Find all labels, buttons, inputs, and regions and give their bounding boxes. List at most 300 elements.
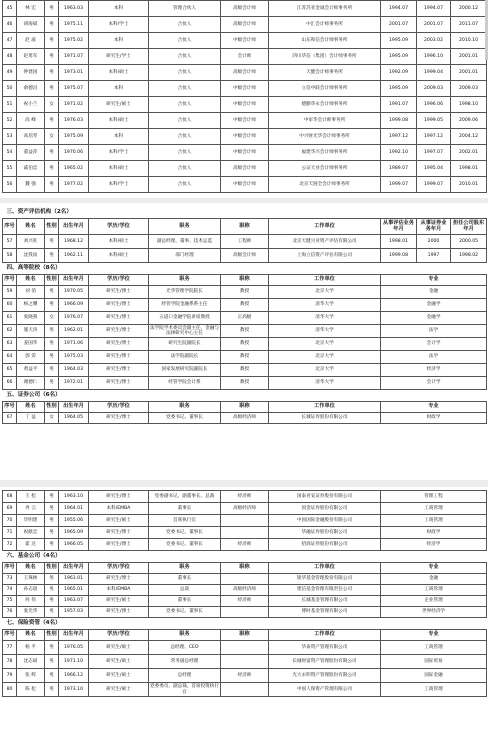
table-cell: 1976.05 <box>59 641 89 655</box>
table-cell: 80 <box>3 683 17 697</box>
table-cell: 1964.03 <box>59 364 89 377</box>
table-cell: 国际金融 <box>381 669 487 683</box>
table-cell: 1999.07 <box>381 177 417 193</box>
table-cell: 研究生/博士 <box>89 325 149 338</box>
table-cell <box>221 515 269 527</box>
table-cell: 男 <box>45 527 59 539</box>
table-cell: 高级经济师 <box>221 585 269 596</box>
table-cell: 沈志斌 <box>17 655 45 669</box>
column-header: 职称 <box>221 402 269 413</box>
table-cell: 本科 <box>89 1 149 17</box>
table-cell: 1975.11 <box>59 17 89 33</box>
table-row <box>3 351 487 364</box>
table-cell: 北京天圆全会计师事务所 <box>269 177 381 193</box>
column-header: 职称 <box>221 563 269 574</box>
table-cell: 合伙人 <box>149 161 221 177</box>
securities-table-body-bottom <box>3 491 487 551</box>
table-row <box>3 655 487 669</box>
column-header: 专业 <box>381 402 487 413</box>
table-cell: 沈我雨 <box>17 249 45 263</box>
table-cell: 1975.09 <box>59 129 89 145</box>
table-cell: 男 <box>45 596 59 607</box>
table-cell: 男 <box>45 351 59 364</box>
table-cell: 部门经理 <box>149 249 221 263</box>
table-cell: 会计学 <box>381 338 487 351</box>
table-cell <box>221 683 269 697</box>
table-cell: 教授 <box>221 364 269 377</box>
table-cell: 研究生/博士 <box>89 338 149 351</box>
table-cell: 上海立信资产评估有限公司 <box>269 249 381 263</box>
table-cell: 教授 <box>221 338 269 351</box>
table-cell: 1998.10 <box>451 97 487 113</box>
table-cell: 71 <box>3 527 17 539</box>
table-cell: 男 <box>45 491 59 503</box>
table-cell: 男 <box>45 286 59 299</box>
table-cell: 男 <box>45 235 59 249</box>
table-cell: 1963.03 <box>59 1 89 17</box>
table-cell: 合伙人 <box>149 33 221 49</box>
table-cell: 中汇会计师事务所 <box>269 17 381 33</box>
column-header: 专业 <box>381 563 487 574</box>
table-cell: 王珠林 <box>17 574 45 585</box>
table-cell: 49 <box>3 65 17 81</box>
table-cell: 博时基金管理有限公司 <box>269 607 381 618</box>
table-cell: 1996.10 <box>417 49 451 65</box>
table-cell: 1957.03 <box>59 607 89 618</box>
table-cell: 男 <box>45 177 59 193</box>
table-cell: 中级会计师 <box>221 177 269 193</box>
table-cell: 金融 <box>381 574 487 585</box>
table-cell: 研究生/硕士 <box>89 596 149 607</box>
table-cell: 北京天健兴业资产评估有限公司 <box>269 235 381 249</box>
table-cell: 本科/EMBA <box>89 503 149 515</box>
column-header: 姓名 <box>17 275 45 286</box>
column-header: 学历/学位 <box>89 219 149 235</box>
table-row <box>3 49 487 65</box>
table-cell: 1995.09 <box>381 33 417 49</box>
table-cell: 63 <box>3 338 17 351</box>
table-cell: 姜国华 <box>17 338 45 351</box>
table-row <box>3 491 487 503</box>
table-cell: 招商证券股份有限公司 <box>269 539 381 551</box>
table-cell: 45 <box>3 1 17 17</box>
table-cell: 1976.03 <box>59 113 89 129</box>
table-cell: 教授 <box>221 286 269 299</box>
table-cell: 法学院学术委员会副主任、金融与法律研究中心主任 <box>150 325 219 336</box>
table-cell: 公证天业会计师事务所 <box>269 161 381 177</box>
table-cell: 冉 云 <box>17 503 45 515</box>
table-cell: 男 <box>45 81 59 97</box>
table-cell: 61 <box>3 312 17 325</box>
table-cell: 2001.01 <box>451 65 487 81</box>
table-cell: 本科 <box>89 81 149 97</box>
table-cell: 会计师 <box>221 49 269 65</box>
table-row <box>3 503 487 515</box>
securities-table-body-top <box>3 413 487 424</box>
table-cell: 1995.09 <box>381 49 417 65</box>
section-title-university: 四、高等院校（8名） <box>6 265 61 271</box>
table-cell: 2000.12 <box>451 1 487 17</box>
column-header: 工作单位 <box>269 402 381 413</box>
column-header: 职称 <box>221 219 269 235</box>
table-cell: 高级会计师 <box>221 17 269 33</box>
appraisal-table-body <box>3 235 487 263</box>
table-cell: 女 <box>45 97 59 113</box>
securities-table-bottom <box>2 490 487 551</box>
table-cell: 男 <box>45 65 59 81</box>
table-cell: 北京大学 <box>269 286 381 299</box>
column-header: 学历/学位 <box>89 402 149 413</box>
column-header: 出生年月 <box>59 630 89 641</box>
column-header: 工作单位 <box>269 630 381 641</box>
column-header: 工作单位 <box>269 219 381 235</box>
table-row <box>3 413 487 424</box>
table-cell: 张晓燕 <box>17 312 45 325</box>
table-cell: 研究生/博士 <box>89 299 149 312</box>
table-cell: 男 <box>45 161 59 177</box>
column-header: 职称 <box>221 275 269 286</box>
table-cell: 世界经济学 <box>381 607 487 618</box>
table-cell: 管理合伙人 <box>149 1 221 17</box>
column-header: 学历/学位 <box>89 563 149 574</box>
table-cell: 研究生/博士 <box>89 377 149 390</box>
table-cell: 金融学 <box>381 312 487 325</box>
table-cell: 男 <box>45 299 59 312</box>
table-cell: 经济学 <box>381 539 487 551</box>
table-row <box>3 129 487 145</box>
table-cell: 62 <box>3 325 17 338</box>
table-cell: 福建华兴会计师事务所 <box>269 145 381 161</box>
table-cell: 1966.12 <box>59 669 89 683</box>
table-cell: 党委书记、董事长 <box>149 527 221 539</box>
table-cell: 女 <box>45 129 59 145</box>
table-row <box>3 377 487 390</box>
column-header: 序号 <box>3 275 17 286</box>
table-cell: 财政学 <box>381 527 487 539</box>
table-cell: 1997.07 <box>417 145 451 161</box>
document-page-1 <box>0 0 488 198</box>
fund-header-row <box>3 563 487 574</box>
table-cell: 1971.02 <box>59 97 89 113</box>
table-cell: 合伙人 <box>149 65 221 81</box>
table-cell: 经管学院会计系 <box>149 377 221 390</box>
table-cell: 施天涛 <box>17 325 45 338</box>
table-cell: 研究生/硕士 <box>89 669 149 683</box>
table-cell: 46 <box>3 17 17 33</box>
table-cell: 企业管理 <box>381 596 487 607</box>
table-cell: 1970.06 <box>59 145 89 161</box>
table-cell: 清华大学 <box>269 377 381 390</box>
partner-table-body <box>3 1 487 193</box>
table-cell: 男 <box>45 49 59 65</box>
table-cell: 1999.08 <box>381 113 417 129</box>
column-header: 工作单位 <box>269 563 381 574</box>
column-header: 性别 <box>45 402 59 413</box>
table-cell: 总经理 <box>149 669 221 683</box>
table-cell: 合伙人 <box>149 49 221 65</box>
table-cell: 长城基金管理有限公司 <box>269 596 381 607</box>
table-row <box>3 364 487 377</box>
table-cell: 合伙人 <box>149 145 221 161</box>
column-header: 专业 <box>381 275 487 286</box>
table-cell: 研究生/博士 <box>89 351 149 364</box>
column-header: 从事证券业务年月 <box>417 219 451 235</box>
table-cell: 1973.01 <box>59 65 89 81</box>
table-cell: 65 <box>3 364 17 377</box>
table-cell: 高级会计师 <box>221 249 269 263</box>
table-cell: 合伙人 <box>149 177 221 193</box>
table-cell: 1970.05 <box>59 286 89 299</box>
table-row <box>3 325 487 338</box>
table-cell: 1989.07 <box>381 161 417 177</box>
table-cell: 党委书记、董事长 <box>149 539 221 551</box>
table-cell: 研究生院副院长 <box>149 338 221 351</box>
table-cell: 财政学 <box>381 413 487 424</box>
table-cell: 华泰资产管理有限公司 <box>269 641 381 655</box>
table-cell: 丁 益 <box>17 413 45 424</box>
table-cell: 研究生/博士 <box>89 527 149 539</box>
table-cell: 黄益平 <box>17 364 45 377</box>
table-cell: 党委书记、董事长 <box>149 607 221 618</box>
table-cell: 1971.07 <box>59 49 89 65</box>
table-cell: 1971.06 <box>59 338 89 351</box>
table-cell: 男 <box>45 585 59 596</box>
table-cell: 董事长 <box>149 503 221 515</box>
table-cell: 1966.05 <box>59 539 89 551</box>
table-cell: 男 <box>45 503 59 515</box>
table-cell: 高培琴 <box>17 129 45 145</box>
table-cell: 男 <box>45 641 59 655</box>
table-cell: 1992.09 <box>381 65 417 81</box>
table-cell <box>221 655 269 669</box>
table-cell: 研究生/博士 <box>89 539 149 551</box>
table-cell: 工商管理 <box>381 641 487 655</box>
table-cell: 66 <box>3 377 17 390</box>
table-cell: 长城财富资产管理股份有限公司 <box>269 655 381 669</box>
table-cell: 北京大学 <box>269 364 381 377</box>
table-cell: 1975.07 <box>59 81 89 97</box>
table-cell: 本科/学士 <box>89 145 149 161</box>
table-cell: 研究生/博士 <box>89 574 149 585</box>
table-cell: 中级会计师 <box>221 129 269 145</box>
table-cell: 党委书记、董事长 <box>149 413 221 424</box>
table-cell: 谢德仁 <box>17 377 45 390</box>
table-cell: 男 <box>45 17 59 33</box>
table-cell: 本科/学士 <box>89 17 149 33</box>
column-header: 工作单位 <box>269 275 381 286</box>
section-title-securities: 五、证券公司（6名） <box>6 392 61 398</box>
table-cell: 经济师 <box>221 669 269 683</box>
table-cell: 男 <box>45 338 59 351</box>
table-row <box>3 161 487 177</box>
partner-table <box>2 0 487 193</box>
page-separator <box>0 480 488 487</box>
table-cell: 工商管理 <box>381 515 487 527</box>
table-cell: 本科/学士 <box>89 177 149 193</box>
table-cell: 合伙人 <box>149 81 221 97</box>
table-cell: 1962.11 <box>59 249 89 263</box>
table-cell: 78 <box>3 655 17 669</box>
table-cell: 教授 <box>221 325 269 338</box>
table-cell: 清华大学 <box>269 299 381 312</box>
column-header: 序号 <box>3 402 17 413</box>
table-cell: 1972.01 <box>59 377 89 390</box>
table-cell: 合伙人 <box>149 129 221 145</box>
table-cell: 男 <box>45 683 59 697</box>
table-cell: 清华大学 <box>269 325 381 338</box>
table-cell: 58 <box>3 249 17 263</box>
table-cell: 1997 <box>417 249 451 263</box>
table-cell: 五道口金融学院讲席教授 <box>149 312 221 325</box>
table-cell: 法学 <box>381 351 487 364</box>
column-header: 学历/学位 <box>89 630 149 641</box>
table-cell: 1973.10 <box>59 683 89 697</box>
table-cell: 霍 达 <box>17 539 45 551</box>
table-row <box>3 641 487 655</box>
table-cell: 56 <box>3 177 17 193</box>
table-cell: 党委副书记、副董事长、总裁 <box>149 491 221 503</box>
table-cell: 胡海斌 <box>17 17 45 33</box>
table-cell: 经管学院金融系系主任 <box>149 299 221 312</box>
table-cell: 赵 波 <box>17 33 45 49</box>
table-cell: 76 <box>3 607 17 618</box>
table-row <box>3 81 487 97</box>
table-cell: 德勤华永会计师事务所 <box>269 97 381 113</box>
table-cell: 总裁 <box>149 585 221 596</box>
column-header: 职务 <box>149 219 221 235</box>
table-cell: 女 <box>45 413 59 424</box>
table-cell: 本科/硕士 <box>89 235 149 249</box>
table-cell: 合伙人 <box>149 17 221 33</box>
table-cell: 2009.03 <box>451 81 487 97</box>
table-cell: 银华基金管理股份有限公司 <box>269 574 381 585</box>
table-row <box>3 527 487 539</box>
table-cell: 高级会计师 <box>221 65 269 81</box>
table-cell <box>221 607 269 618</box>
table-cell: 研究生/博士 <box>89 364 149 377</box>
table-cell: 1999.04 <box>417 65 451 81</box>
table-cell: 研究生/硕士 <box>89 683 149 697</box>
table-row <box>3 515 487 527</box>
column-header: 出生年月 <box>59 275 89 286</box>
table-cell: 钟建国 <box>17 65 45 81</box>
table-cell: 1976.07 <box>59 312 89 325</box>
table-cell: 金融 <box>381 286 487 299</box>
table-cell: 72 <box>3 539 17 551</box>
table-cell: 1963.07 <box>59 596 89 607</box>
appraisal-table <box>2 207 487 263</box>
table-cell <box>221 527 269 539</box>
column-header: 姓名 <box>17 402 45 413</box>
table-cell: 华融证券股份有限公司 <box>269 527 381 539</box>
table-cell: 1999.08 <box>381 249 417 263</box>
table-cell: 1962.01 <box>59 325 89 338</box>
table-cell: 1995.09 <box>381 81 417 97</box>
table-cell: 1964.05 <box>59 413 89 424</box>
table-cell: 研究生/博士 <box>89 491 149 503</box>
table-cell: 中兴财光华会计师事务所 <box>269 129 381 145</box>
table-cell: 张光华 <box>17 607 45 618</box>
university-table-body <box>3 286 487 390</box>
table-cell: 男 <box>45 364 59 377</box>
table-cell: 中国人保资产管理有限公司 <box>269 683 381 697</box>
section-title-appraisal: 三、资产评估机构（2名） <box>6 209 72 215</box>
fund-table-body <box>3 574 487 618</box>
column-header: 序号 <box>3 630 17 641</box>
table-cell: 男 <box>45 515 59 527</box>
table-cell: 53 <box>3 129 17 145</box>
column-header: 出生年月 <box>59 219 89 235</box>
table-cell: 2001.07 <box>381 17 417 33</box>
table-cell: 戚伯忠 <box>17 161 45 177</box>
table-cell: 副总经理、董事、技术总监 <box>149 235 221 249</box>
table-row <box>3 145 487 161</box>
column-header: 出生年月 <box>59 563 89 574</box>
table-cell: 47 <box>3 33 17 49</box>
table-cell: 孙志晨 <box>17 585 45 596</box>
table-cell: 本科 <box>89 129 149 145</box>
table-cell: 国泰君安证券股份有限公司 <box>269 491 381 503</box>
table-cell: 57 <box>3 235 17 249</box>
table-cell: 1964.01 <box>59 503 89 515</box>
table-cell: 1961.01 <box>59 574 89 585</box>
insurance-table-body <box>3 641 487 697</box>
table-cell: 刘兴旺 <box>17 235 45 249</box>
table-cell: 董事长 <box>149 596 221 607</box>
table-cell: 中级会计师 <box>221 145 269 161</box>
table-cell: 赵勇军 <box>17 49 45 65</box>
table-cell: 董益萍 <box>17 145 45 161</box>
table-cell: 工商管理 <box>381 503 487 515</box>
table-cell: 会计学 <box>381 377 487 390</box>
table-row <box>3 338 487 351</box>
table-cell: 光大永明资产管理股份有限公司 <box>269 669 381 683</box>
table-cell <box>221 641 269 655</box>
table-cell: 68 <box>3 491 17 503</box>
table-cell: 林 宏 <box>17 1 45 17</box>
table-cell: 陈 松 <box>17 683 45 697</box>
table-cell: 本科/硕士 <box>89 249 149 263</box>
table-cell: 1998.01 <box>381 235 417 249</box>
table-cell: 男 <box>45 145 59 161</box>
table-cell: 山东和信会计师事务所 <box>269 33 381 49</box>
table-row <box>3 249 487 263</box>
table-cell: 本科/硕士 <box>89 161 149 177</box>
table-cell: 毕明建 <box>17 515 45 527</box>
table-cell: 国金证券股份有限公司 <box>269 503 381 515</box>
table-cell: 研究生/硕士 <box>89 97 149 113</box>
table-cell: 1975.03 <box>59 351 89 364</box>
table-cell: 立信中联会计师事务所 <box>269 81 381 97</box>
column-header: 性别 <box>45 219 59 235</box>
table-row <box>3 574 487 585</box>
table-cell: 中级会计师 <box>221 81 269 97</box>
table-cell: 2009.06 <box>451 113 487 129</box>
table-cell: 本科/EMBA <box>89 585 149 596</box>
column-header: 性别 <box>45 630 59 641</box>
table-cell: 教授 <box>221 351 269 364</box>
table-row <box>3 97 487 113</box>
table-cell: 张 辉 <box>17 669 45 683</box>
table-cell: 教授 <box>221 377 269 390</box>
table-cell: 清华大学 <box>269 312 381 325</box>
table-cell: 天健会计师事务所 <box>269 65 381 81</box>
table-cell: 合伙人 <box>149 97 221 113</box>
table-cell: 2011.07 <box>451 17 487 33</box>
table-cell: 杨之曙 <box>17 299 45 312</box>
column-header: 担任公司股东年月 <box>451 219 487 235</box>
table-cell: 1997.12 <box>417 129 451 145</box>
